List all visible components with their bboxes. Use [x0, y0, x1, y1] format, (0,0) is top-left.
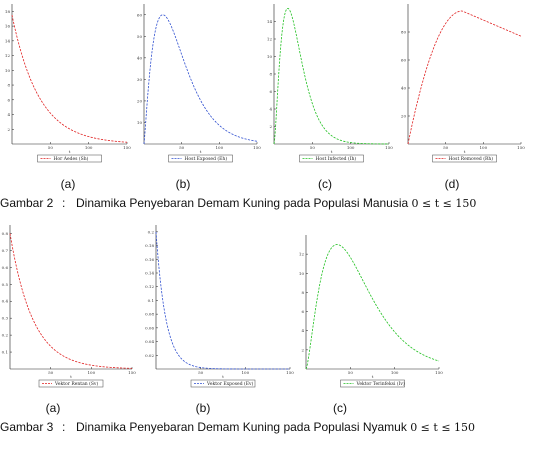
fig3-caption — [0, 420, 475, 434]
chart-fig3c-svg — [292, 221, 447, 393]
fig2-number: Gambar 2 — [0, 196, 54, 210]
fig3c-ytick-label-1: 4 — [301, 328, 304, 334]
fig3a-xtick-label-0: 50 — [48, 370, 54, 375]
chart-fig3b — [138, 221, 298, 393]
chart-fig2d-svg — [394, 0, 529, 168]
fig2a-series-line — [12, 15, 127, 142]
fig3a-ytick-label-7: 0.8 — [1, 230, 8, 236]
fig3a-xtick-label-2: 150 — [128, 370, 136, 375]
fig2-caption — [0, 196, 476, 210]
fig2-range: 0 ≤ t ≤ 150 — [411, 197, 477, 210]
fig3b-ytick-label-7: 0.16 — [145, 256, 154, 262]
fig3a-ytick-label-1: 0.2 — [1, 332, 8, 338]
fig3c-series-line — [306, 245, 439, 369]
fig3c-legend-label: Vektor Terinfeksi (Iv) — [356, 382, 405, 388]
chart-fig2b — [130, 0, 265, 168]
fig2-sublabel-a: (a) — [60, 177, 76, 191]
fig3b-ytick-label-5: 0.12 — [145, 284, 154, 290]
fig2b-ytick-label-1: 20 — [136, 98, 142, 104]
fig3b-ytick-label-1: 0.04 — [145, 339, 154, 345]
fig2c-ytick-label-0: 2 — [269, 124, 272, 129]
fig3a-ytick-label-5: 0.6 — [1, 264, 8, 270]
fig2a-ytick-label-3: 8 — [7, 82, 10, 88]
chart-fig3a-svg — [0, 221, 140, 393]
fig3a-ytick-label-0: 0.1 — [1, 349, 8, 355]
fig2d-ytick-label-3: 80 — [400, 29, 406, 35]
chart-fig2b-svg — [130, 0, 265, 168]
fig2c-ytick-label-2: 6 — [269, 89, 272, 94]
fig3a-x-variable: t — [70, 374, 72, 379]
fig2c-ytick-label-5: 12 — [266, 36, 272, 42]
fig2c-series-line — [274, 8, 389, 144]
fig2c-ytick-label-3: 8 — [269, 71, 272, 77]
fig2a-ytick-label-0: 2 — [7, 126, 10, 132]
chart-fig2c-svg — [262, 0, 397, 168]
fig3a-ytick-label-3: 0.4 — [1, 298, 8, 304]
fig2-sublabel-c: (c) — [318, 177, 332, 191]
fig2a-xtick-label-1: 100 — [84, 145, 93, 150]
fig2b-ytick-label-3: 40 — [136, 55, 142, 61]
fig3b-xtick-label-2: 150 — [286, 370, 294, 375]
fig3b-legend-label: Vektor Exposed (Ev) — [207, 382, 254, 388]
chart-fig2a — [0, 0, 135, 168]
fig2a-ytick-label-6: 14 — [4, 38, 10, 44]
chart-fig2a-svg — [0, 0, 135, 168]
fig2a-xtick-label-2: 150 — [123, 145, 131, 150]
fig2b-xtick-label-2: 150 — [253, 145, 261, 150]
fig2a-ytick-label-1: 4 — [7, 112, 10, 118]
fig2c-legend-label: Host Infected (Ih) — [315, 157, 357, 163]
chart-fig2c — [262, 0, 397, 168]
fig2d-ytick-label-0: 20 — [400, 113, 406, 119]
fig3a-ytick-label-2: 0.3 — [1, 315, 8, 321]
fig3c-xtick-label-1: 100 — [390, 370, 399, 375]
fig3-range: 0 ≤ t ≤ 150 — [410, 421, 476, 434]
fig2a-ytick-label-2: 6 — [7, 97, 10, 103]
fig3-number: Gambar 3 — [0, 420, 54, 434]
fig3b-x-variable: t — [222, 374, 224, 379]
fig2b-series-line — [144, 15, 257, 144]
fig2b-x-variable: t — [199, 149, 202, 154]
fig3c-ytick-label-3: 8 — [301, 289, 304, 295]
fig2c-xtick-label-0: 50 — [309, 145, 315, 150]
fig2a-x-variable: t — [68, 149, 71, 154]
fig2-sublabel-d: (d) — [444, 177, 460, 191]
fig2d-xtick-label-1: 100 — [479, 145, 488, 150]
fig3a-ytick-label-6: 0.7 — [1, 247, 8, 253]
fig3b-ytick-label-2: 0.06 — [145, 325, 154, 331]
fig3b-series-line — [156, 232, 290, 369]
fig3b-ytick-label-0: 0.02 — [145, 352, 154, 358]
fig2a-ytick-label-8: 18 — [4, 8, 10, 14]
fig3c-xtick-label-2: 150 — [435, 370, 443, 375]
fig2c-ytick-label-6: 14 — [266, 19, 272, 24]
fig2-colon: : — [62, 196, 66, 210]
fig3b-ytick-label-8: 0.18 — [145, 243, 154, 249]
fig2a-xtick-label-0: 50 — [47, 145, 53, 150]
fig2b-xtick-label-0: 50 — [179, 145, 185, 150]
fig2d-xtick-label-2: 150 — [517, 145, 525, 150]
fig3b-xtick-label-1: 100 — [241, 370, 250, 375]
fig3c-xtick-label-0: 50 — [347, 370, 353, 375]
fig3c-ytick-label-5: 12 — [298, 251, 304, 257]
fig3-sublabel-c: (c) — [333, 401, 347, 415]
fig2c-x-variable: t — [330, 149, 333, 154]
fig3-sublabel-a: (a) — [45, 401, 61, 415]
fig2c-ytick-label-1: 4 — [269, 106, 272, 112]
chart-fig3b-svg — [138, 221, 298, 393]
fig2b-ytick-label-2: 30 — [136, 76, 142, 82]
fig2a-ytick-label-5: 12 — [4, 53, 10, 59]
fig3a-xtick-label-1: 100 — [87, 370, 96, 375]
chart-fig3a — [0, 221, 140, 393]
fig3c-ytick-label-2: 6 — [301, 309, 304, 315]
fig2d-ytick-label-2: 60 — [400, 57, 406, 63]
fig3c-x-variable: t — [371, 374, 374, 379]
fig2d-xtick-label-0: 50 — [443, 145, 449, 150]
fig2d-legend-label: Host Removed (Rh) — [448, 157, 494, 163]
fig2c-xtick-label-2: 150 — [385, 145, 393, 150]
fig3b-xtick-label-0: 50 — [198, 370, 204, 375]
fig3b-ytick-label-9: 0.2 — [147, 229, 154, 235]
chart-fig2d — [394, 0, 529, 168]
fig2b-ytick-label-4: 50 — [136, 33, 142, 39]
fig2a-legend-label: Hor Aedes (Sh) — [53, 157, 89, 163]
fig2d-ytick-label-1: 40 — [400, 85, 406, 91]
fig2a-ytick-label-7: 16 — [4, 23, 10, 29]
fig3-colon: : — [62, 420, 66, 434]
fig3a-ytick-label-4: 0.5 — [1, 281, 8, 287]
fig2a-ytick-label-4: 10 — [4, 67, 10, 73]
fig3a-legend-label: Vektor Rentan (Sv) — [55, 382, 99, 388]
fig3b-ytick-label-6: 0.14 — [145, 270, 154, 276]
fig2b-legend-label: Host Exposed (Eh) — [184, 157, 228, 163]
fig2-title: Dinamika Penyebaran Demam Kuning pada Populasi Manusia — [76, 196, 409, 210]
fig2d-series-line — [408, 11, 521, 144]
fig3b-ytick-label-4: 0.1 — [147, 297, 154, 303]
fig3-title: Dinamika Penyebaran Demam Kuning pada Populasi Nyamuk — [76, 420, 407, 434]
fig2c-ytick-label-4: 10 — [266, 54, 272, 59]
fig3-sublabel-b: (b) — [195, 401, 211, 415]
fig3c-ytick-label-4: 10 — [298, 270, 304, 276]
fig3a-series-line — [10, 233, 132, 368]
fig2c-xtick-label-1: 100 — [346, 145, 355, 150]
fig2b-xtick-label-1: 100 — [215, 145, 224, 150]
fig2d-x-variable: t — [463, 149, 466, 154]
fig2b-ytick-label-0: 10 — [136, 119, 142, 125]
fig2b-ytick-label-5: 60 — [136, 12, 142, 18]
fig2-sublabel-b: (b) — [175, 177, 191, 191]
fig3c-ytick-label-0: 2 — [301, 347, 304, 353]
chart-fig3c — [292, 221, 447, 393]
fig3b-ytick-label-3: 0.08 — [145, 311, 154, 317]
